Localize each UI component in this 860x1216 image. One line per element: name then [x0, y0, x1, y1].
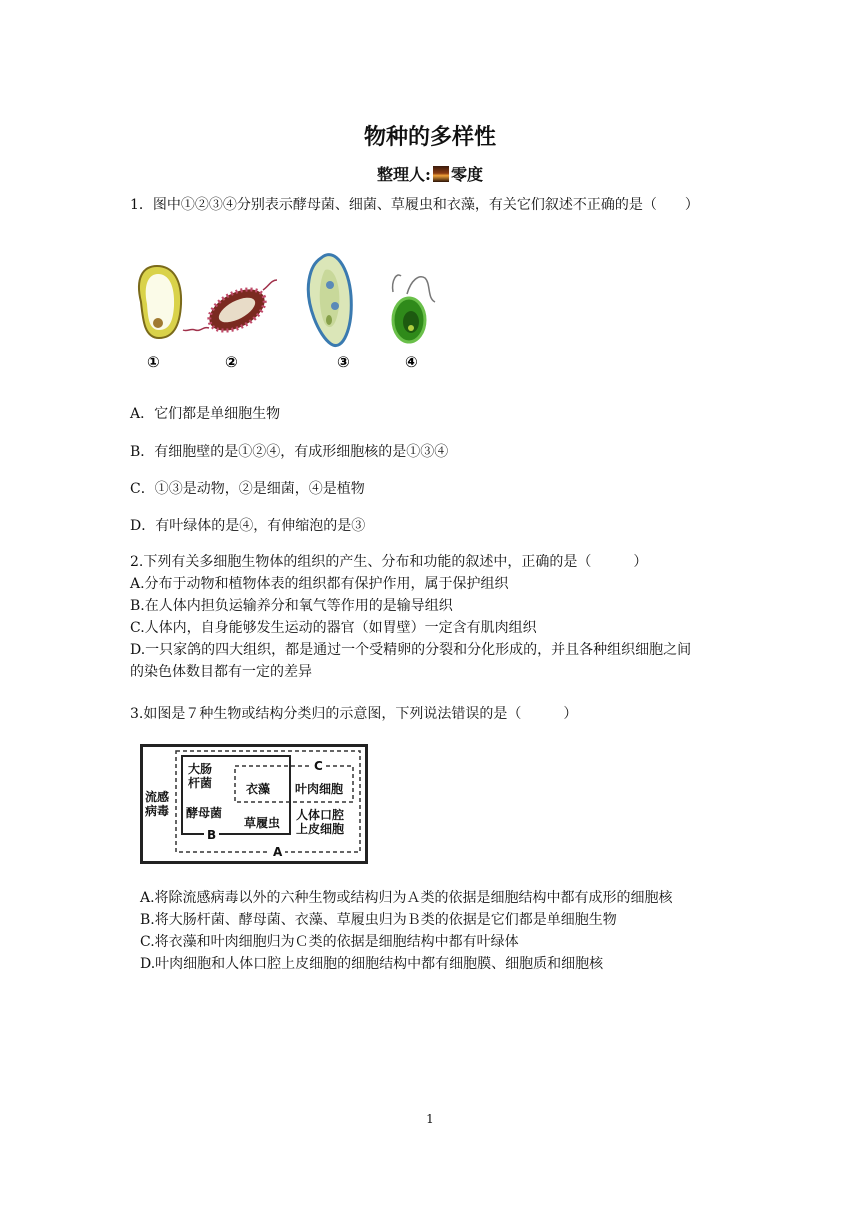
page-number: 1 — [426, 1112, 434, 1126]
q2-option-b: B.在人体内担负运输养分和氧气等作用的是输导组织 — [130, 598, 453, 614]
q1-stem: 1．图中①②③④分别表示酵母菌、细菌、草履虫和衣藻，有关它们叙述不正确的是（ ） — [130, 197, 699, 213]
label-cheek-cell: 人体口腔 上皮细胞 — [296, 808, 345, 836]
q3-option-c: C.将衣藻和叶肉细胞归为Ｃ类的依据是细胞结构中都有叶绿体 — [140, 934, 519, 950]
q2-block — [130, 551, 730, 683]
q2-option-a: A.分布于动物和植物体表的组织都有保护作用，属于保护组织 — [130, 576, 509, 592]
q1-option-d: D．有叶绿体的是④，有伸缩泡的是③ — [130, 518, 366, 534]
page-title: 物种的多样性 — [363, 125, 496, 150]
label-class-b: B — [204, 828, 219, 842]
fig-label-1: ① — [147, 353, 160, 371]
fig-label-2: ② — [225, 353, 238, 371]
compiler-name: 零度 — [450, 165, 483, 184]
q2-option-d-continued: 的染色体数目都有一定的差异 — [130, 664, 312, 680]
q3-options — [140, 887, 673, 975]
fig-label-3: ③ — [337, 353, 350, 371]
q3-classification-diagram — [140, 744, 368, 864]
label-chlamydomonas: 衣藻 — [246, 782, 271, 796]
compiler-avatar-icon — [433, 166, 449, 182]
label-e-coli: 大肠 杆菌 — [188, 762, 213, 790]
q3-stem: 3.如图是７种生物或结构分类归的示意图，下列说法错误的是（ ） — [130, 706, 578, 722]
label-class-c: C — [311, 759, 326, 773]
label-paramecium: 草履虫 — [244, 816, 281, 830]
label-yeast: 酵母菌 — [186, 806, 223, 820]
compiler-prefix: 整理人: — [377, 165, 431, 184]
q1-option-c: C．①③是动物，②是细菌，④是植物 — [130, 481, 365, 497]
q1-cells-illustration — [125, 240, 465, 375]
q2-option-d: D.一只家鸽的四大组织，都是通过一个受精卵的分裂和分化形成的，并且各种组织细胞之间 — [130, 642, 692, 658]
q1-cell-figure — [125, 240, 465, 375]
label-leaf-cell: 叶肉细胞 — [295, 782, 344, 796]
label-flu-virus: 流感 病毒 — [145, 790, 170, 818]
fig-label-4: ④ — [405, 353, 418, 371]
diagram-frames — [140, 744, 368, 864]
paramecium-image — [308, 255, 351, 346]
chlamydomonas-image — [393, 275, 435, 342]
q3-option-b: B.将大肠杆菌、酵母菌、衣藻、草履虫归为Ｂ类的依据是它们都是单细胞生物 — [140, 912, 617, 928]
q2-stem: 2.下列有关多细胞生物体的组织的产生、分布和功能的叙述中，正确的是（ ） — [130, 554, 648, 570]
label-class-a: A — [270, 845, 285, 859]
q2-option-c: C.人体内，自身能够发生运动的器官（如胃壁）一定含有肌肉组织 — [130, 620, 537, 636]
q3-option-d: D.叶肉细胞和人体口腔上皮细胞的细胞结构中都有细胞膜、细胞质和细胞核 — [140, 956, 604, 972]
q1-option-a: A．它们都是单细胞生物 — [130, 406, 281, 422]
q3-option-a: A.将除流感病毒以外的六种生物或结构归为Ａ类的依据是细胞结构中都有成形的细胞核 — [140, 890, 673, 906]
yeast-cell-image — [139, 266, 181, 338]
compiler-line — [0, 162, 860, 185]
bacterium-image — [183, 280, 277, 339]
q1-option-b: B．有细胞壁的是①②④，有成形细胞核的是①③④ — [130, 444, 449, 460]
